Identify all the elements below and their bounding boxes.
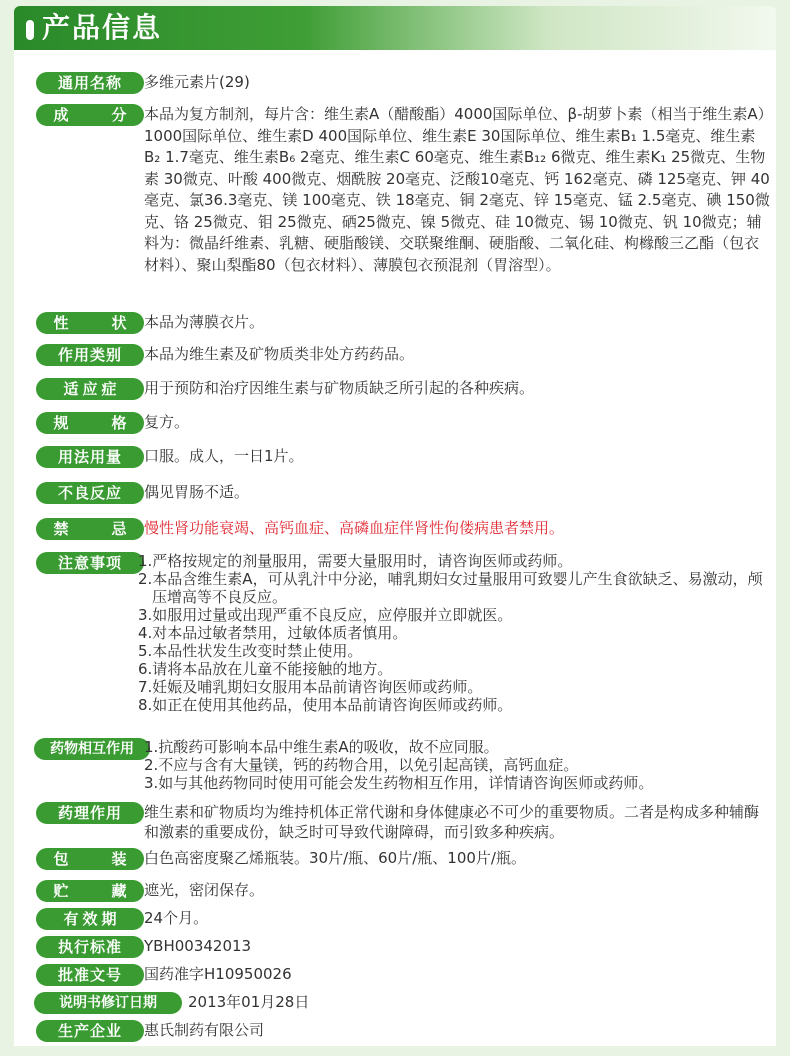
value-generic-name: 多维元素片(29) (144, 73, 250, 91)
value-appearance: 本品为薄膜衣片。 (144, 313, 265, 331)
value-ingredients: 本品为复方制剂，每片含：维生素A（醋酸酯）4000国际单位、β-胡萝卜素（相当于维生素A）1000国际单位、维生素D 400国际单位、维生素E 30国际单位、维生素B₁ 1.5毫克、维生素B₂ 1.7毫克、维生素B₆ 2毫克、维生素C 60毫克、维生素B₁₂ 6微克、维生素K₁ 25微克、生物素 30微克、叶酸 400微克、烟酰胺 20毫克、泛酸10毫克、钙 162毫克、磷 125毫克、钾 40毫克、氯36.3毫克、镁 100毫克、铁 18毫克、铜 2毫克、锌 15毫克、锰 2.5毫克、碘 150微克、铬 25微克、钼 25微克、硒25微克、镍 5微克、硅 10微克、锡 10微克、钒 10微克；辅料为：微晶纤维素、乳糖、硬脂酸镁、交联聚维酮、硬脂酸、二氧化硅、枸橼酸三乙酯（包衣材料）、聚山梨酯80（包衣材料）、薄膜包衣预混剂（胃溶型）。 (144, 105, 770, 274)
list-item: 3.如与其他药物同时使用可能会发生药物相互作用，详情请咨询医师或药师。 (144, 774, 654, 792)
label-validity: 有效期 (36, 908, 144, 930)
value-revision-date: 2013年01月28日 (188, 993, 310, 1011)
value-standard: YBH00342013 (144, 937, 252, 955)
label-approval-number: 批准文号 (36, 964, 144, 986)
list-item: 4.对本品过敏者禁用，过敏体质者慎用。 (138, 624, 408, 642)
header-bar-icon (26, 20, 34, 40)
section-title: 产品信息 (42, 11, 163, 44)
value-storage: 遮光，密闭保存。 (144, 881, 265, 899)
list-item: 6.请将本品放在儿童不能接触的地方。 (138, 660, 393, 678)
value-pharmacology: 维生素和矿物质均为维持机体正常代谢和身体健康必不可少的重要物质。二者是构成多种辅酶和激素的重要成份，缺乏时可导致代谢障碍，而引致多种疾病。 (144, 803, 760, 841)
value-dosage: 口服。成人，一日1片。 (144, 447, 304, 465)
precautions-list (138, 552, 774, 714)
label-storage: 贮 藏 (36, 880, 144, 902)
section-header (14, 6, 776, 50)
list-item: 1.严格按规定的剂量服用，需要大量服用时，请咨询医师或药师。 (138, 552, 573, 570)
label-adverse-reactions: 不良反应 (36, 482, 144, 504)
value-validity: 24个月。 (144, 909, 209, 927)
info-table (14, 50, 776, 1046)
label-packaging: 包 装 (36, 848, 144, 870)
list-item: 3.如服用过量或出现严重不良反应，应停服并立即就医。 (138, 606, 513, 624)
interactions-list (144, 738, 774, 792)
label-revision-date: 说明书修订日期 (34, 992, 182, 1014)
label-dosage: 用法用量 (36, 446, 144, 468)
label-ingredients: 成 分 (36, 104, 144, 126)
value-contraindications: 慢性肾功能衰竭、高钙血症、高磷血症伴肾性佝偻病患者禁用。 (144, 519, 565, 537)
label-appearance: 性 状 (36, 312, 144, 334)
label-precautions: 注意事项 (36, 552, 144, 574)
label-generic-name: 通用名称 (36, 72, 144, 94)
label-contraindications: 禁 忌 (36, 518, 144, 540)
value-packaging: 白色高密度聚乙烯瓶装。30片/瓶、60片/瓶、100片/瓶。 (144, 849, 526, 867)
list-item: 7.妊娠及哺乳期妇女服用本品前请咨询医师或药师。 (138, 678, 483, 696)
value-manufacturer: 惠氏制药有限公司 (144, 1021, 265, 1039)
list-item: 1.抗酸药可影响本品中维生素A的吸收，故不应同服。 (144, 738, 499, 756)
list-item: 8.如正在使用其他药品，使用本品前请咨询医师或药师。 (138, 696, 513, 714)
label-category: 作用类别 (36, 344, 144, 366)
label-manufacturer: 生产企业 (36, 1020, 144, 1042)
value-category: 本品为维生素及矿物质类非处方药药品。 (144, 345, 415, 363)
value-specification: 复方。 (144, 413, 190, 431)
label-standard: 执行标准 (36, 936, 144, 958)
value-approval-number: 国药准字H10950026 (144, 965, 292, 983)
value-indications: 用于预防和治疗因维生素与矿物质缺乏所引起的各种疾病。 (144, 379, 535, 397)
label-specification: 规 格 (36, 412, 144, 434)
list-item: 5.本品性状发生改变时禁止使用。 (138, 642, 363, 660)
label-indications: 适应症 (36, 378, 144, 400)
label-interactions: 药物相互作用 (34, 738, 150, 760)
label-pharmacology: 药理作用 (36, 802, 144, 824)
value-adverse-reactions: 偶见胃肠不适。 (144, 483, 250, 501)
list-item: 2.本品含维生素A，可从乳汁中分泌，哺乳期妇女过量服用可致婴儿产生食欲缺乏、易激动，颅压增高等不良反应。 (138, 570, 763, 606)
list-item: 2.不应与含有大量镁，钙的药物合用，以免引起高镁，高钙血症。 (144, 756, 579, 774)
